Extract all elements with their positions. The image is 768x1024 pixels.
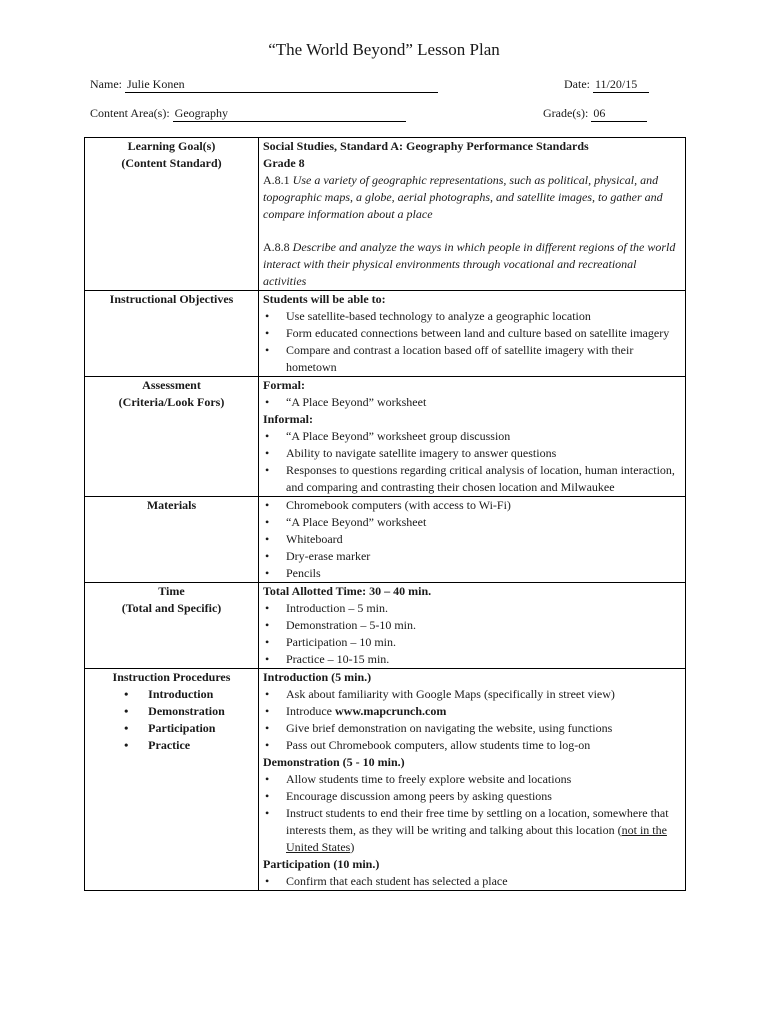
objectives-list xyxy=(263,308,681,376)
materials-content xyxy=(259,497,686,583)
learning-goals-label-line2: (Content Standard) xyxy=(121,156,222,170)
list-item: • Dry-erase marker xyxy=(263,548,681,565)
name-label: Name: xyxy=(90,77,122,91)
list-item: • Give brief demonstration on navigating the website, using functions xyxy=(263,720,681,737)
list-item: • Pencils xyxy=(263,565,681,582)
list-item: • Form educated connections between land and culture based on satellite imagery xyxy=(263,325,681,342)
learning-goals-row xyxy=(85,138,686,291)
list-item: • Participation xyxy=(118,720,225,737)
objectives-label: Instructional Objectives xyxy=(85,291,259,377)
demonstration-list xyxy=(263,771,681,856)
introduction-list xyxy=(263,686,681,754)
list-item: • Use satellite-based technology to analyze a geographic location xyxy=(263,308,681,325)
assessment-label-line2: (Criteria/Look Fors) xyxy=(118,395,225,409)
objectives-row xyxy=(85,291,686,377)
standard-a81 xyxy=(263,172,681,223)
date-label: Date: xyxy=(564,77,590,91)
list-item: • “A Place Beyond” worksheet group discussion xyxy=(263,428,681,445)
list-item: • Encourage discussion among peers by asking questions xyxy=(263,788,681,805)
list-item xyxy=(263,703,681,720)
time-row xyxy=(85,583,686,669)
assessment-content xyxy=(259,377,686,497)
time-label-line1: Time xyxy=(158,584,185,598)
list-item: • Demonstration xyxy=(118,703,225,720)
informal-heading: Informal: xyxy=(263,412,313,426)
name-field xyxy=(90,77,438,93)
list-item: • Whiteboard xyxy=(263,531,681,548)
assessment-row xyxy=(85,377,686,497)
list-item: • Participation – 10 min. xyxy=(263,634,681,651)
participation-heading: Participation (10 min.) xyxy=(263,857,380,871)
procedures-content xyxy=(259,669,686,891)
mapcrunch-link[interactable]: www.mapcrunch.com xyxy=(334,704,447,718)
list-item: • Ask about familiarity with Google Maps (specifically in street view) xyxy=(263,686,681,703)
list-item: • Confirm that each student has selected a place xyxy=(263,873,681,890)
standard-a81-code: A.8.1 xyxy=(263,173,290,187)
date-field xyxy=(564,77,649,93)
materials-row xyxy=(85,497,686,583)
informal-list xyxy=(263,428,681,496)
list-item: • Compare and contrast a location based off of satellite imagery with their hometown xyxy=(263,342,681,376)
time-label xyxy=(85,583,259,669)
introduction-heading: Introduction (5 min.) xyxy=(263,670,372,684)
demonstration-heading: Demonstration (5 - 10 min.) xyxy=(263,755,405,769)
learning-goals-content xyxy=(259,138,686,291)
standard-a88 xyxy=(263,239,681,290)
grade-value: 06 xyxy=(591,106,647,122)
grade-label: Grade(s): xyxy=(543,106,589,120)
list-item: • Practice xyxy=(118,737,225,754)
time-heading: Total Allotted Time: 30 – 40 min. xyxy=(263,584,432,598)
list-item: • Ability to navigate satellite imagery to answer questions xyxy=(263,445,681,462)
list-item: • Pass out Chromebook computers, allow students time to log-on xyxy=(263,737,681,754)
procedure-steps-list xyxy=(118,686,225,754)
time-list xyxy=(263,600,681,668)
list-item: • “A Place Beyond” worksheet xyxy=(263,514,681,531)
list-item: • Allow students time to freely explore website and locations xyxy=(263,771,681,788)
time-content xyxy=(259,583,686,669)
procedures-label-text: Instruction Procedures xyxy=(112,670,231,684)
formal-list xyxy=(263,394,681,411)
list-item: • “A Place Beyond” worksheet xyxy=(263,394,681,411)
materials-label: Materials xyxy=(85,497,259,583)
standard-a88-text: Describe and analyze the ways in which people in different regions of the world interact with their physical environments through vocational and recreational activities xyxy=(263,240,676,288)
learning-goals-label-line1: Learning Goal(s) xyxy=(127,139,216,153)
standard-a81-text: Use a variety of geographic representations, such as political, physical, and topographic maps, a globe, aerial photographs, and satellite images, to gather and compare information about a place xyxy=(263,173,663,221)
demo-item3-underlined: not in the United States xyxy=(286,823,667,854)
time-label-line2: (Total and Specific) xyxy=(121,601,222,615)
content-area-value: Geography xyxy=(173,106,406,122)
standard-a88-code: A.8.8 xyxy=(263,240,290,254)
list-item xyxy=(263,805,681,856)
assessment-label-line1: Assessment xyxy=(142,378,201,392)
objectives-content xyxy=(259,291,686,377)
learning-goals-label xyxy=(85,138,259,291)
lesson-plan-table xyxy=(84,137,686,891)
introduce-prefix: Introduce xyxy=(286,704,332,718)
list-item: • Practice – 10-15 min. xyxy=(263,651,681,668)
page-title: “The World Beyond” Lesson Plan xyxy=(268,40,500,59)
procedures-row xyxy=(85,669,686,891)
demo-item3-text: Instruct students to end their free time by settling on a location, somewhere that interests them, as they will be writing and talking about this location ( xyxy=(286,806,669,837)
list-item: • Responses to questions regarding critical analysis of location, human interaction, and comparing and contrasting their chosen location and Milwaukee xyxy=(263,462,681,496)
standard-heading: Social Studies, Standard A: Geography Performance Standards xyxy=(263,139,589,153)
materials-list xyxy=(263,497,681,582)
list-item: • Introduction – 5 min. xyxy=(263,600,681,617)
list-item: • Introduction xyxy=(118,686,225,703)
procedures-label xyxy=(85,669,259,891)
list-item: • Demonstration – 5-10 min. xyxy=(263,617,681,634)
assessment-label xyxy=(85,377,259,497)
objectives-heading: Students will be able to: xyxy=(263,292,386,306)
date-value: 11/20/15 xyxy=(593,77,649,93)
content-area-label: Content Area(s): xyxy=(90,106,170,120)
grade-field xyxy=(543,106,647,122)
participation-list xyxy=(263,873,681,890)
demo-item3-suffix: ) xyxy=(350,840,355,854)
formal-heading: Formal: xyxy=(263,378,305,392)
content-area-field xyxy=(90,106,406,122)
list-item: • Chromebook computers (with access to Wi-Fi) xyxy=(263,497,681,514)
name-value: Julie Konen xyxy=(125,77,438,93)
standard-grade: Grade 8 xyxy=(263,156,305,170)
